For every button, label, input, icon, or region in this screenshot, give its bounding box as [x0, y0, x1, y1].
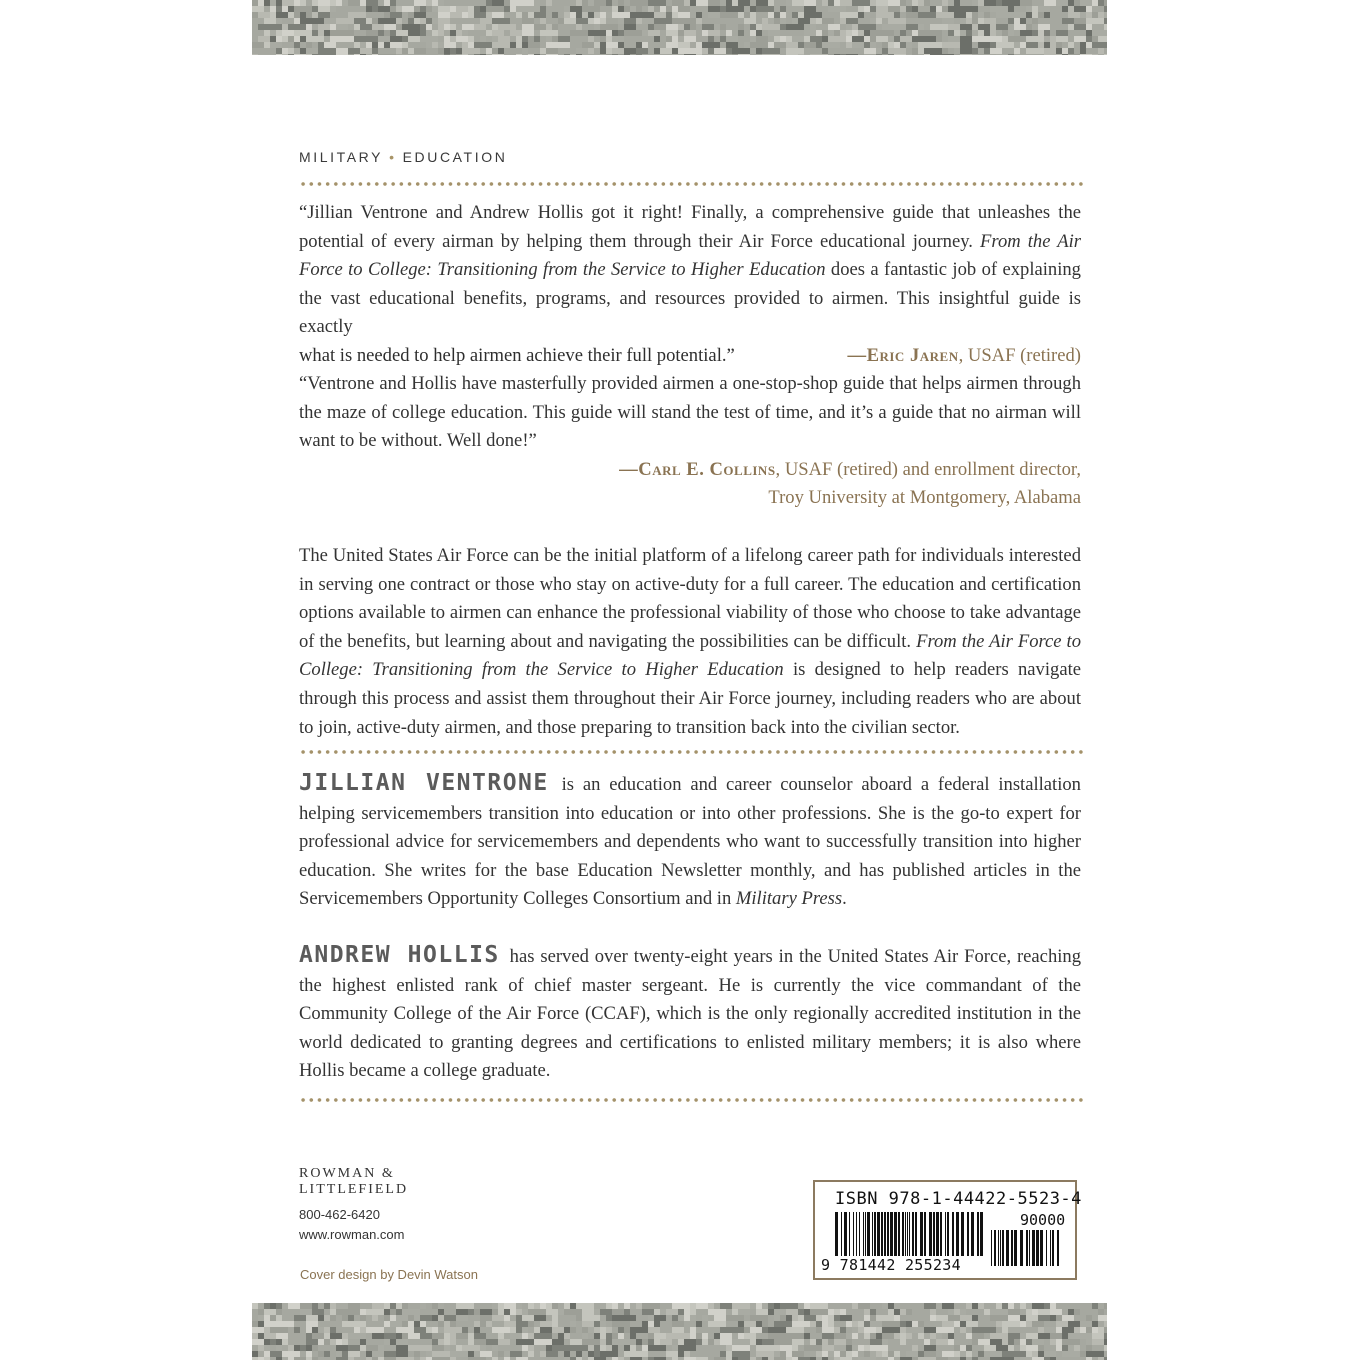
- back-cover: [252, 0, 1107, 1360]
- barcode-bar: [894, 1212, 897, 1256]
- barcode-bar: [884, 1212, 886, 1256]
- quote-1-text: [299, 199, 1081, 342]
- barcode-bar: [863, 1212, 864, 1256]
- publisher-line-1: ROWMAN &: [299, 1166, 395, 1181]
- quote-1-text-b: does a fantastic job of explaining the vast educational benefits, programs, and resources provided to airmen. This insightful guide is exactly: [299, 259, 1081, 338]
- barcode-bar: [844, 1212, 847, 1256]
- barcode-bar: [1050, 1230, 1051, 1266]
- quote-2: [299, 370, 1081, 513]
- barcode-price-code: 90000: [1020, 1211, 1066, 1229]
- barcode-ean-digits: 9 781442 255234: [821, 1256, 961, 1274]
- quote-2-attribution-line2: Troy University at Montgomery, Alabama: [768, 487, 1081, 509]
- publisher-website: www.rowman.com: [299, 1227, 405, 1242]
- barcode-bar: [924, 1212, 926, 1256]
- description-text: [299, 542, 1081, 742]
- barcode-bar: [859, 1212, 860, 1256]
- quote-1-attribution: [847, 342, 1081, 371]
- barcode-bar: [940, 1212, 942, 1256]
- barcode-bar: [945, 1212, 946, 1256]
- author-2-bio: [299, 941, 1081, 1086]
- barcode-bar: [874, 1212, 876, 1256]
- barcode-bar: [872, 1212, 873, 1256]
- barcode-bar: [912, 1212, 914, 1256]
- quote-1-book-title: From the Air Force to College: Transitioning from the Service to Higher Education: [299, 230, 1081, 281]
- barcode-bar: [998, 1230, 999, 1266]
- barcode-bar: [835, 1212, 838, 1256]
- barcode-bar: [967, 1212, 969, 1256]
- camo-pattern-top: [252, 0, 1107, 55]
- quote-1-attrib-rest: , USAF (retired): [958, 344, 1081, 366]
- category-secondary: EDUCATION: [402, 149, 508, 165]
- barcode-bar: [877, 1212, 880, 1256]
- dotted-divider-3: [299, 1097, 1083, 1103]
- barcode-bar: [887, 1212, 889, 1256]
- cover-design-credit: Cover design by Devin Watson: [300, 1267, 478, 1282]
- barcode-bar: [1029, 1230, 1030, 1266]
- barcode-bar: [909, 1212, 910, 1256]
- barcode-bar: [920, 1212, 923, 1256]
- publisher-logo: [299, 1166, 408, 1198]
- author-1-text: [299, 769, 1081, 914]
- barcode-bar: [977, 1212, 979, 1256]
- barcode-bar: [956, 1212, 959, 1256]
- author-1-bio: [299, 769, 1081, 914]
- barcode-bar: [1052, 1230, 1054, 1266]
- barcode-bar: [971, 1212, 974, 1256]
- barcode-bar: [902, 1212, 904, 1256]
- author-1-publication: Military Press: [735, 888, 843, 910]
- barcode-bar: [898, 1212, 900, 1256]
- barcode-bar: [1032, 1230, 1035, 1266]
- quote-2-attrib-rest: , USAF (retired) and enrollment director,: [775, 458, 1081, 480]
- barcode-bar: [881, 1212, 883, 1256]
- quote-2-attrib-name: —Carl E. Collins: [619, 458, 776, 480]
- barcode-bar: [929, 1212, 932, 1256]
- barcode-bar: [849, 1212, 850, 1256]
- author-2-bio-text: has served over twenty-eight years in the United States Air Force, reaching the highest enlisted rank of chief master sergeant. He is currently the vice commandant of the Community College of the Air Force (CCAF), which is the only regionally accredited institution in the world dedicated to granting degrees and certifications to enlisted military members; it is also where Hollis became a college graduate.: [299, 946, 1081, 1082]
- publisher-contact: [299, 1205, 404, 1245]
- dotted-divider-1: [299, 181, 1083, 187]
- barcode-bar: [856, 1212, 857, 1256]
- quote-1-attrib-name: —Eric Jaren: [847, 344, 959, 366]
- quote-1-last-line: [299, 342, 1081, 371]
- barcode-bar: [980, 1212, 983, 1256]
- description-book-title: From the Air Force to College: Transitioning from the Service to Higher Education: [299, 630, 1082, 681]
- barcode-bar: [865, 1212, 866, 1256]
- quote-2-text: “Ventrone and Hollis have masterfully provided airmen a one-stop-shop guide that helps airmen through the maze of college education. This guide will stand the test of time, and it’s a guide that no airman will want to be without. Well done!”: [299, 373, 1081, 452]
- barcode-bar: [915, 1212, 917, 1256]
- author-1-bio-b: .: [842, 888, 847, 910]
- barcode-bar: [1046, 1230, 1047, 1266]
- barcode-bar: [947, 1212, 949, 1256]
- author-1-bio-a: is an education and career counselor aboard a federal installation helping servicemembers transition into education or into other professions. She is the go-to expert for professional advice for servicemembers and dependents who want to successfully transition into higher education. She writes for the base Education Newsletter monthly, and has published articles in the Servicemembers Opportunity Colleges Consortium and in: [299, 774, 1081, 910]
- barcode-bar: [1020, 1230, 1023, 1266]
- barcode-bar: [907, 1212, 908, 1256]
- isbn-label: ISBN 978-1-44422-5523-4: [835, 1189, 1082, 1209]
- barcode-bar: [1026, 1230, 1028, 1266]
- category-separator: •: [389, 149, 397, 165]
- barcode-bar: [1036, 1230, 1039, 1266]
- quote-2-attribution: [299, 456, 1081, 485]
- barcode-bar: [1000, 1230, 1001, 1266]
- barcode-bars-addon: [991, 1230, 1063, 1266]
- barcode-bar: [841, 1212, 842, 1256]
- publisher-line-2: LITTLEFIELD: [299, 1182, 409, 1197]
- barcode-bars-main: [835, 1212, 985, 1256]
- barcode-bar: [961, 1212, 964, 1256]
- publisher-phone: 800-462-6420: [299, 1207, 380, 1222]
- barcode-bar: [905, 1212, 906, 1256]
- author-2-name: ANDREW HOLLIS: [299, 942, 500, 968]
- author-2-text: [299, 941, 1081, 1086]
- barcode-bar: [1040, 1230, 1043, 1266]
- barcode: [813, 1180, 1082, 1280]
- barcode-bar: [1014, 1230, 1017, 1266]
- quote-1-text-a: “Jillian Ventrone and Andrew Hollis got it right! Finally, a comprehensive guide that unleashes the potential of every airman by helping them through their Air Force educational journey.: [299, 202, 1081, 252]
- barcode-bar: [1002, 1230, 1004, 1266]
- barcode-bar: [952, 1212, 954, 1256]
- quote-1: [299, 199, 1081, 371]
- book-description: [299, 542, 1081, 742]
- author-1-name: JILLIAN VENTRONE: [299, 770, 549, 796]
- quote-1-closing: what is needed to help airmen achieve their full potential.”: [299, 344, 735, 366]
- barcode-bar: [933, 1212, 935, 1256]
- barcode-bar: [936, 1212, 939, 1256]
- barcode-bar: [1011, 1230, 1013, 1266]
- dotted-divider-2: [299, 749, 1083, 755]
- barcode-bar: [867, 1212, 870, 1256]
- description-text-a: The United States Air Force can be the initial platform of a lifelong career path for individuals interested in serving one contract or those who stay on active-duty for a full career. The education and certification options available to airmen can enhance the professional viability of those who choose to take advantage of the benefits, but learning about and navigating the possibilities can be difficult.: [299, 545, 1081, 652]
- camo-pattern-bottom: [252, 1303, 1107, 1360]
- barcode-bar: [991, 1230, 992, 1266]
- category-primary: MILITARY: [299, 149, 384, 165]
- barcode-bar: [1057, 1230, 1059, 1266]
- description-text-b: is designed to help readers navigate through this process and assist them throughout their Air Force journey, including readers who are about to join, active-duty airmen, and those preparing to transition back into the civilian sector.: [299, 659, 1081, 738]
- barcode-bar: [853, 1212, 854, 1256]
- category-label: [299, 149, 507, 165]
- barcode-bar: [994, 1230, 996, 1266]
- barcode-bar: [1006, 1230, 1009, 1266]
- barcode-bar: [890, 1212, 893, 1256]
